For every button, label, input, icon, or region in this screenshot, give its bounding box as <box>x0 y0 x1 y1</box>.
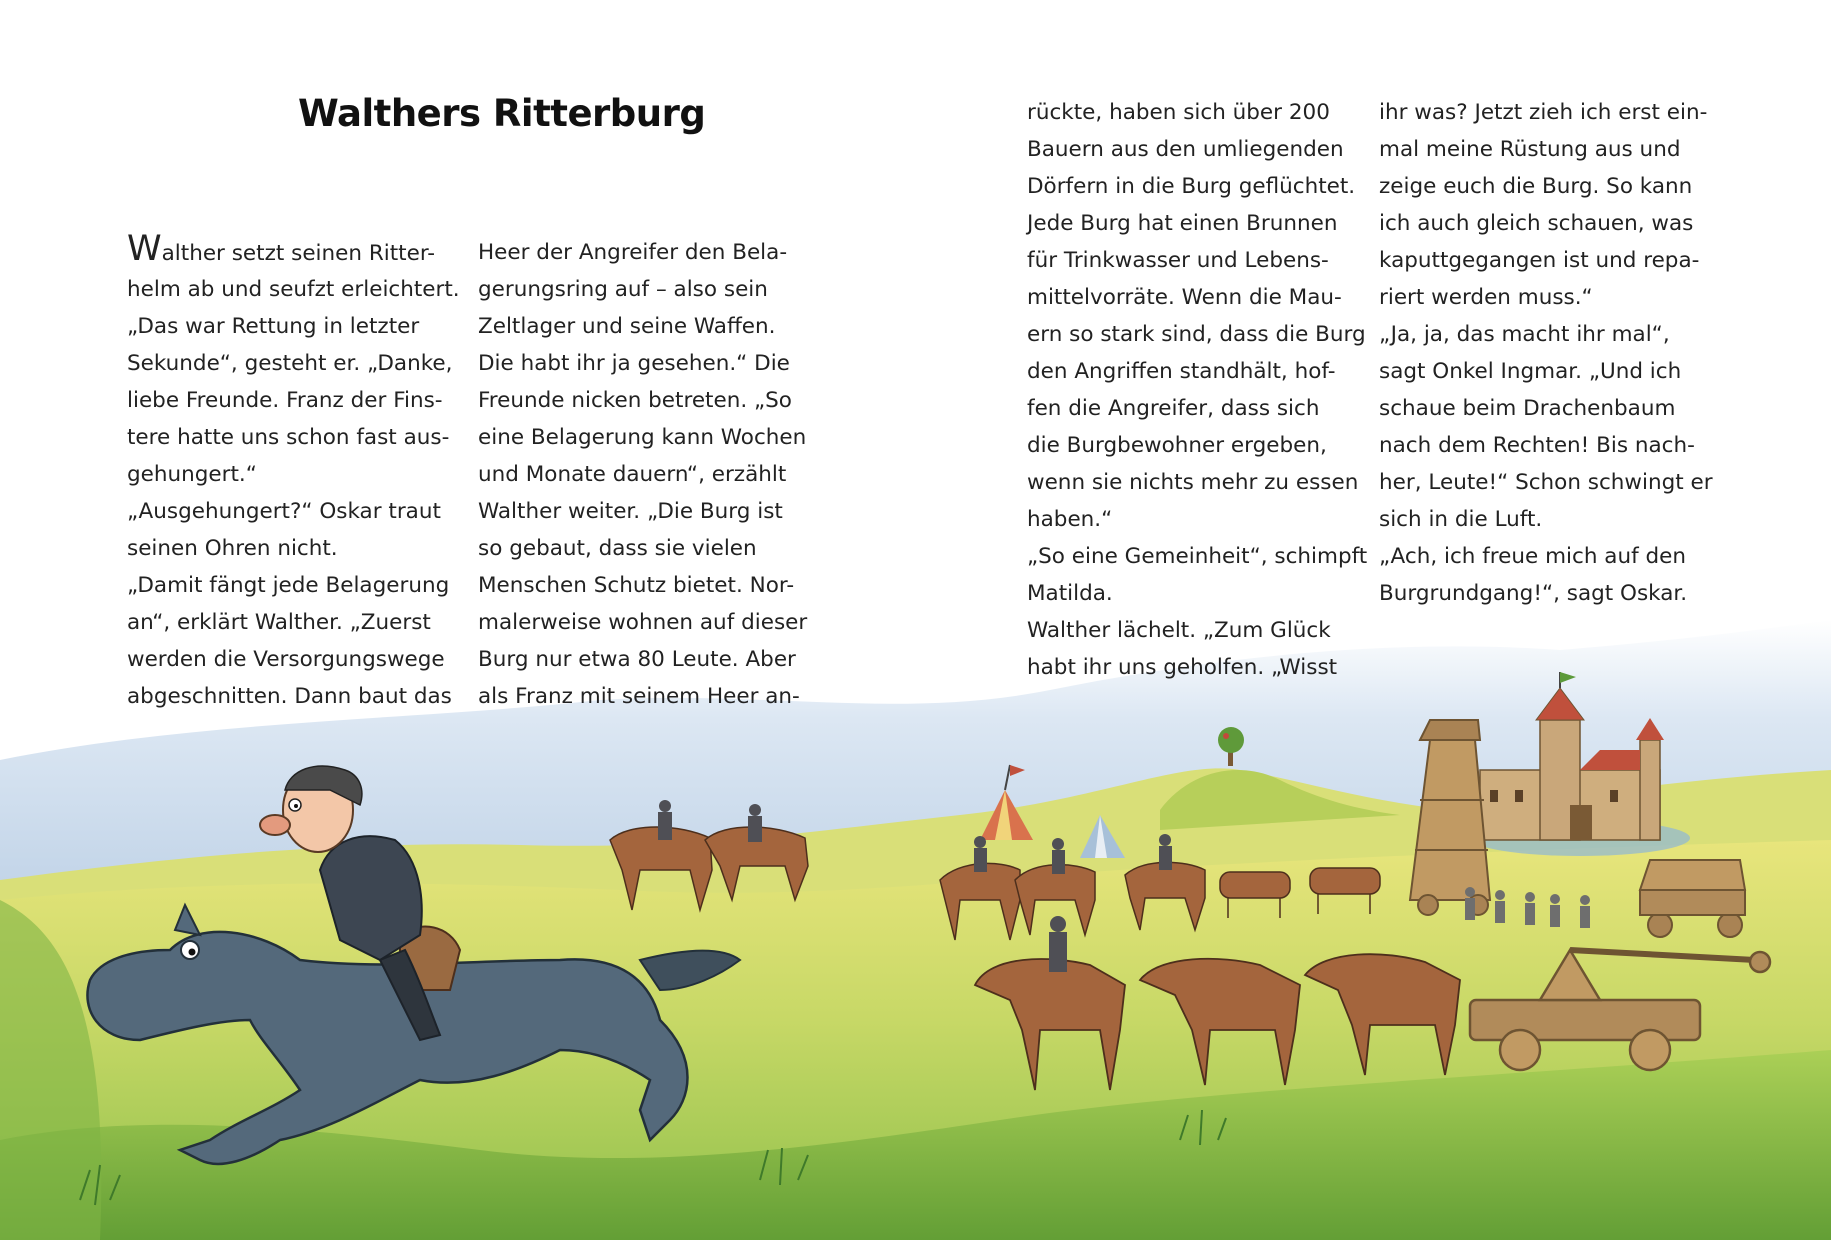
text-line: sich in die Luft. <box>1379 507 1543 532</box>
text-line: „Ach, ich freue mich auf den <box>1379 544 1686 569</box>
text-line: ich auch gleich schauen, was <box>1379 211 1694 236</box>
text-line: zeige euch die Burg. So kann <box>1379 174 1693 199</box>
text-line: „Damit fängt jede Belagerung <box>127 573 450 598</box>
text-line: malerweise wohnen auf dieser <box>478 610 808 635</box>
text-line: Menschen Schutz bietet. Nor- <box>478 573 795 598</box>
text-line: wenn sie nichts mehr zu essen <box>1027 470 1359 495</box>
drop-cap: W <box>127 229 162 269</box>
text-line: Walther lächelt. „Zum Glück <box>1027 618 1331 643</box>
text-line: die Burgbewohner ergeben, <box>1027 433 1327 458</box>
text-column-1 <box>127 229 460 715</box>
text-column-4 <box>1379 94 1713 612</box>
text-line: gehungert.“ <box>127 462 257 487</box>
text-line: Burgrundgang!“, sagt Oskar. <box>1379 581 1688 606</box>
text-line: schaue beim Drachenbaum <box>1379 396 1676 421</box>
text-line: gerungsring auf – also sein <box>478 277 768 302</box>
text-line: rückte, haben sich über 200 <box>1027 100 1330 125</box>
text-line: Zeltlager und seine Waffen. <box>478 314 776 339</box>
text-column-3 <box>1027 94 1367 686</box>
text-line: und Monate dauern“, erzählt <box>478 462 787 487</box>
text-line: seinen Ohren nicht. <box>127 536 338 561</box>
text-line: mittelvorräte. Wenn die Mau- <box>1027 285 1342 310</box>
text-line: helm ab und seufzt erleichtert. <box>127 277 460 302</box>
text-line: mal meine Rüstung aus und <box>1379 137 1681 162</box>
text-line: an“, erklärt Walther. „Zuerst <box>127 610 431 635</box>
text-line: „Ausgehungert?“ Oskar traut <box>127 499 441 524</box>
text-line: ern so stark sind, dass die Burg <box>1027 322 1366 347</box>
text-line: ihr was? Jetzt zieh ich erst ein- <box>1379 100 1708 125</box>
text-line: habt ihr uns geholfen. „Wisst <box>1027 655 1338 680</box>
text-line: kaputtgegangen ist und repa- <box>1379 248 1700 273</box>
text-line: Heer der Angreifer den Bela- <box>478 240 788 265</box>
front-rider <box>1049 916 1067 972</box>
text-line: Freunde nicken betreten. „So <box>478 388 792 413</box>
text-line: abgeschnitten. Dann baut das <box>127 684 452 709</box>
text-line: „So eine Gemeinheit“, schimpft <box>1027 544 1368 569</box>
text-line: den Angriffen standhält, hof- <box>1027 359 1336 384</box>
text-line: so gebaut, dass sie vielen <box>478 536 757 561</box>
text-line: für Trinkwasser und Lebens- <box>1027 248 1329 273</box>
text-line: Dörfern in die Burg geflüchtet. <box>1027 174 1356 199</box>
text-column-2 <box>478 234 807 715</box>
text-line: Burg nur etwa 80 Leute. Aber <box>478 647 796 672</box>
text-line: riert werden muss.“ <box>1379 285 1593 310</box>
text-line: Sekunde“, gesteht er. „Danke, <box>127 351 453 376</box>
text-line <box>127 229 460 271</box>
text-line: nach dem Rechten! Bis nach- <box>1379 433 1695 458</box>
text-line: werden die Versorgungswege <box>127 647 445 672</box>
text-line: Die habt ihr ja gesehen.“ Die <box>478 351 790 376</box>
text-line: haben.“ <box>1027 507 1113 532</box>
page-title: Walthers Ritterburg <box>298 92 706 135</box>
text-line-rest: alther setzt seinen Ritter- <box>161 241 436 266</box>
text-line: eine Belagerung kann Wochen <box>478 425 807 450</box>
text-line: als Franz mit seinem Heer an- <box>478 684 800 709</box>
text-line: Walther weiter. „Die Burg ist <box>478 499 783 524</box>
text-line: „Ja, ja, das macht ihr mal“, <box>1379 322 1670 347</box>
text-line: Matilda. <box>1027 581 1113 606</box>
text-line: fen die Angreifer, dass sich <box>1027 396 1320 421</box>
text-line: „Das war Rettung in letzter <box>127 314 420 339</box>
text-line: her, Leute!“ Schon schwingt er <box>1379 470 1713 495</box>
text-line: liebe Freunde. Franz der Fins- <box>127 388 443 413</box>
text-line: Bauern aus den umliegenden <box>1027 137 1344 162</box>
text-line: tere hatte uns schon fast aus- <box>127 425 450 450</box>
text-line: sagt Onkel Ingmar. „Und ich <box>1379 359 1682 384</box>
text-line: Jede Burg hat einen Brunnen <box>1027 211 1338 236</box>
